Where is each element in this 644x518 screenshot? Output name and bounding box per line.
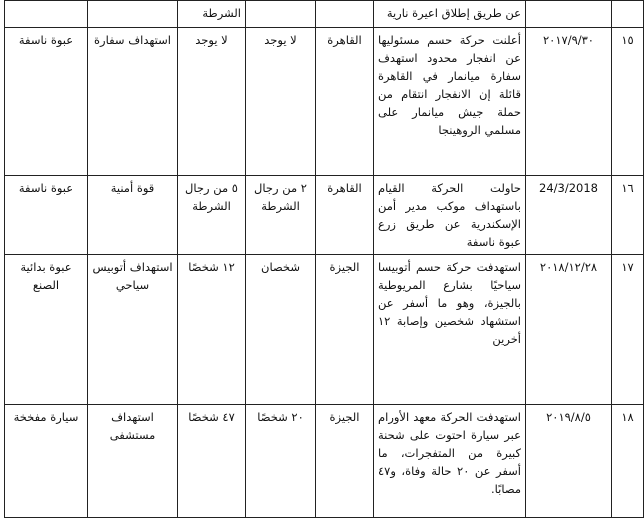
- injuries-cell: ١٢ شخصًا: [178, 255, 246, 405]
- location-cell: القاهرة: [316, 176, 374, 255]
- table-row: [5, 405, 644, 518]
- injuries-cell: ٤٧ شخصًا: [178, 405, 246, 518]
- row-number: ١٦: [612, 176, 644, 255]
- date-cell: ٢٠١٩/٨/٥: [526, 405, 612, 518]
- date-cell: 24/3/2018: [526, 176, 612, 255]
- location-cell: الجيزة: [316, 405, 374, 518]
- method-cell: سيارة مفخخة: [5, 405, 88, 518]
- row-number: ١٧: [612, 255, 644, 405]
- method-cell: [5, 1, 88, 28]
- description-cell: استهدفت حركة حسم أتوبيسا سياحيًا بشارع المريوطية بالجيزة، وهو ما أسفر عن استشهاد شخصين وإصابة ١٢ أخرين: [374, 255, 526, 405]
- injuries-cell: ٥ من رجال الشرطة: [178, 176, 246, 255]
- target-cell: استهداف أتوبيس سياحي: [88, 255, 178, 405]
- table-row: [5, 176, 644, 255]
- method-cell: عبوة بدائية الصنع: [5, 255, 88, 405]
- method-cell: عبوة ناسفة: [5, 176, 88, 255]
- target-cell: استهداف سفارة: [88, 28, 178, 176]
- description-cell: حاولت الحركة القيام باستهداف موكب مدير أمن الإسكندرية عن طريق زرع عبوة ناسفة: [374, 176, 526, 255]
- deaths-cell: ٢ من رجال الشرطة: [246, 176, 316, 255]
- deaths-cell: لا يوجد: [246, 28, 316, 176]
- description-cell: استهدفت الحركة معهد الأورام عبر سيارة احتوت على شحنة كبيرة من المتفجرات، ما أسفر عن ٢٠ حالة وفاة، و٤٧ مصابًا.: [374, 405, 526, 518]
- deaths-cell: [246, 1, 316, 28]
- description-cell: عن طريق إطلاق اعيرة نارية: [374, 1, 526, 28]
- row-number: [612, 1, 644, 28]
- table-row: [5, 255, 644, 405]
- deaths-cell: شخصان: [246, 255, 316, 405]
- description-cell: أعلنت حركة حسم مسئوليها عن انفجار محدود استهدف سفارة ميانمار في القاهرة قائلة إن الانفجار انتقام من حملة جيش ميانمار على مسلمي الروهينجا: [374, 28, 526, 176]
- date-cell: ٢٠١٧/٩/٣٠: [526, 28, 612, 176]
- injuries-cell: لا يوجد: [178, 28, 246, 176]
- location-cell: القاهرة: [316, 28, 374, 176]
- target-cell: [88, 1, 178, 28]
- incidents-table: [4, 0, 644, 518]
- injuries-cell: الشرطة: [178, 1, 246, 28]
- location-cell: الجيزة: [316, 255, 374, 405]
- target-cell: استهداف مستشفى: [88, 405, 178, 518]
- table-row: [5, 1, 644, 28]
- table-row: [5, 28, 644, 176]
- row-number: ١٨: [612, 405, 644, 518]
- location-cell: [316, 1, 374, 28]
- date-cell: ٢٠١٨/١٢/٢٨: [526, 255, 612, 405]
- deaths-cell: ٢٠ شخصًا: [246, 405, 316, 518]
- row-number: ١٥: [612, 28, 644, 176]
- target-cell: قوة أمنية: [88, 176, 178, 255]
- date-cell: [526, 1, 612, 28]
- method-cell: عبوة ناسفة: [5, 28, 88, 176]
